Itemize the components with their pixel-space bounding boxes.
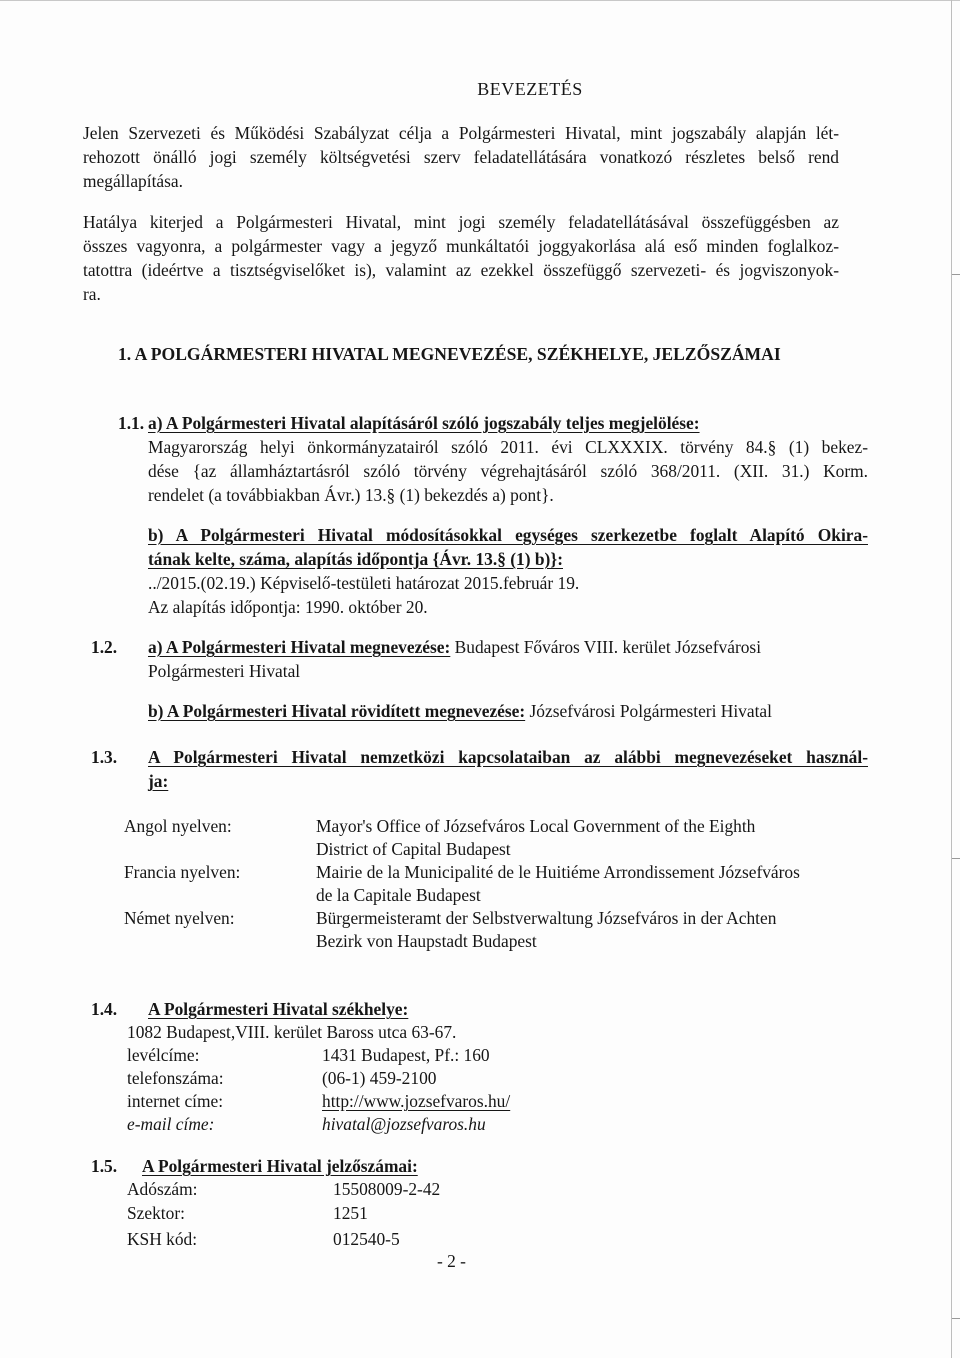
contact-value: (06-1) 459-2100 (322, 1068, 437, 1088)
id-value: 1251 (333, 1203, 368, 1223)
contact-key: telefonszáma: (127, 1068, 224, 1088)
intro-p1-line: rehozott önálló jogi személy költségvetési szerv feladatellátására vonatkozó részletes belső rend (83, 147, 839, 167)
section-1-1-a-label: a) A Polgármesteri Hivatal alapításáról szóló jogszabály teljes megjelölése: (148, 413, 700, 433)
scan-mark (952, 1318, 960, 1319)
intro-p1-line: megállapítása. (83, 171, 183, 191)
section-1-2-b-row (148, 700, 772, 723)
section-1-2-b-label: b) A Polgármesteri Hivatal rövidített megnevezése: (148, 701, 526, 721)
section-1-2-a-value: Budapest Főváros VIII. kerület Józsefvárosi (454, 637, 762, 657)
lang-name-line: Bezirk von Haupstadt Budapest (316, 931, 537, 951)
section-number-1-4: 1.4. (91, 999, 118, 1019)
section-1-2-a-label: a) A Polgármesteri Hivatal megnevezése: (148, 637, 451, 657)
section-1-1-a-line: dése {az államháztartásról szóló törvény végrehajtásáról szóló 368/2011. (XII. 31.) Korm. (148, 461, 868, 481)
section-1-4-label: A Polgármesteri Hivatal székhelye: (148, 999, 409, 1019)
scan-edge-top (0, 0, 960, 1)
section-1-3-label: ja: (148, 771, 169, 791)
id-key: Szektor: (127, 1203, 185, 1223)
intro-p2-line: összes vagyonra, a polgármester vagy a jegyző munkáltatói joggyakorlása alá eső minden foglalkoz- (83, 236, 839, 256)
section-1-2-a-row (148, 636, 761, 659)
lang-label: Német nyelven: (124, 908, 235, 928)
contact-key: e-mail címe: (127, 1114, 215, 1134)
id-key: KSH kód: (127, 1229, 198, 1249)
lang-name-line: District of Capital Budapest (316, 839, 511, 859)
section-1-1-b-label: tának kelte, száma, alapítás időpontja {Ávr. 13.§ (1) b)}: (148, 549, 563, 569)
section-1-3-label: A Polgármesteri Hivatal nemzetközi kapcsolataiban az alábbi megnevezéseket használ- (148, 747, 868, 767)
section-1-1-b-line: Az alapítás időpontja: 1990. október 20. (148, 597, 428, 617)
scan-mark (952, 274, 960, 275)
document-title: BEVEZETÉS (477, 79, 583, 99)
email-link[interactable]: hivatal@jozsefvaros.hu (322, 1114, 486, 1134)
section-1-5-label: A Polgármesteri Hivatal jelzőszámai: (142, 1156, 418, 1176)
id-value: 15508009-2-42 (333, 1179, 441, 1199)
hq-address: 1082 Budapest,VIII. kerület Baross utca 63-67. (127, 1022, 457, 1042)
lang-label: Francia nyelven: (124, 862, 241, 882)
section-number-1-1: 1.1. (118, 413, 145, 433)
lang-label: Angol nyelven: (124, 816, 232, 836)
page-number: - 2 - (437, 1251, 466, 1271)
section-number-1-5: 1.5. (91, 1156, 118, 1176)
section-1-2-a-value-line2: Polgármesteri Hivatal (148, 661, 301, 681)
section-number-1-3: 1.3. (91, 747, 118, 767)
lang-name-line: Mairie de la Municipalité de le Huitiéme Arrondissement Józsefváros (316, 862, 800, 882)
id-key: Adószám: (127, 1179, 198, 1199)
scan-mark (952, 858, 960, 859)
contact-value: 1431 Budapest, Pf.: 160 (322, 1045, 490, 1065)
section-1-1-a-line: rendelet (a továbbiakban Ávr.) 13.§ (1) bekezdés a) pont}. (148, 485, 554, 505)
scan-edge-right (951, 0, 952, 1358)
contact-key: internet címe: (127, 1091, 224, 1111)
contact-key: levélcíme: (127, 1045, 200, 1065)
lang-name-line: de la Capitale Budapest (316, 885, 481, 905)
section-number-1-2: 1.2. (91, 637, 118, 657)
section-1-1-b-label: b) A Polgármesteri Hivatal módosításokkal egységes szerkezetbe foglalt Alapító Okira- (148, 525, 868, 545)
intro-p2-line: Hatálya kiterjed a Polgármesteri Hivatal, mint jogi személy feladatellátásával összefüggésben az (83, 212, 839, 232)
intro-p1-line: Jelen Szervezeti és Működési Szabályzat célja a Polgármesteri Hivatal, mint jogszabály alapján lét- (83, 123, 839, 143)
intro-p2-line: ra. (83, 284, 101, 304)
id-value: 012540-5 (333, 1229, 400, 1249)
section-1-1-b-line: ../2015.(02.19.) Képviselő-testületi határozat 2015.február 19. (148, 573, 580, 593)
website-link[interactable]: http://www.jozsefvaros.hu/ (322, 1091, 511, 1111)
section-1-1-a-line: Magyarország helyi önkormányzatairól szóló 2011. évi CLXXXIX. törvény 84.§ (1) bekez- (148, 437, 868, 457)
lang-name-line: Mayor's Office of Józsefváros Local Government of the Eighth (316, 816, 756, 836)
lang-name-line: Bürgermeisteramt der Selbstverwaltung Józsefváros in der Achten (316, 908, 777, 928)
intro-p2-line: tatottra (ideértve a tisztségviselőket is), valamint az ezekkel összefüggő szervezeti- és jogviszonyok- (83, 260, 839, 280)
section-1-2-b-value: Józsefvárosi Polgármesteri Hivatal (529, 701, 772, 721)
section-heading: 1. A POLGÁRMESTERI HIVATAL MEGNEVEZÉSE, SZÉKHELYE, JELZŐSZÁMAI (118, 344, 781, 364)
